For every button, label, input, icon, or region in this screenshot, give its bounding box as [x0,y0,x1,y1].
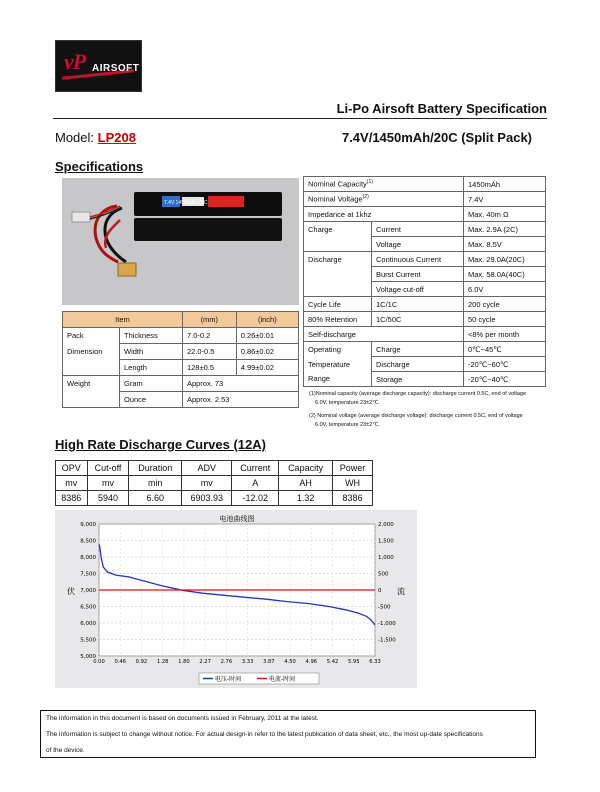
y-right-tick: 500 [378,571,389,578]
col-header: Capacity [279,461,333,476]
table-units-row [56,476,373,491]
col-header: ADV [182,461,232,476]
table-row [304,297,546,312]
value-cell: 8386 [56,491,88,506]
impedance-label: Impedance at 1khz [304,207,464,222]
row-inch: 0.26±0.01 [236,328,298,344]
operating-charge-value: 0℃~45℃ [464,342,546,357]
operating-storage-value: -20℃~40℃ [464,372,546,387]
header-mm: (mm) [182,312,236,328]
row-value: Approx. 73 [182,376,298,392]
voltage-cutoff-value: 6.0V [464,282,546,297]
x-tick: 1.80 [178,659,190,665]
operating-storage-label: Storage [372,372,464,387]
table-row [304,342,546,357]
table-row [304,267,546,282]
operating-label-1: Operating [304,342,372,357]
x-tick: 2.76 [220,659,233,665]
unit-cell: mv [182,476,232,491]
cycle-value-2: 50 cycle [464,312,546,327]
table-row [63,328,299,344]
charge-label: Charge [304,222,372,237]
y-right-tick: 1,000 [378,555,394,561]
table-row [63,344,299,360]
table-row [56,491,373,506]
row-label: Ounce [120,392,183,408]
x-tick: 0.92 [135,659,148,665]
chart-title: 电池曲线图 [219,515,255,523]
y-right-tick: -1,000 [378,621,396,627]
y-right-tick: 0 [378,588,382,594]
charge-current-value: Max. 2.9A (2C) [464,222,546,237]
discharge-curves-heading: High Rate Discharge Curves (12A) [55,437,266,452]
charge-current-label: Current [372,222,464,237]
value-cell: 1.32 [279,491,333,506]
table-row [63,360,299,376]
cycle-rate-2: 1C/50C [372,312,464,327]
self-discharge-value: <8% per month [464,327,546,342]
operating-label-3: Range [304,372,372,387]
table-row [304,237,546,252]
row-inch: 0.86±0.02 [236,344,298,360]
header-inch: (inch) [236,312,298,328]
model-description: 7.4V/1450mAh/20C (Split Pack) [341,130,532,145]
operating-charge-label: Charge [372,342,464,357]
row-label: Length [120,360,183,376]
row-mm: 7.0-0.2 [182,328,236,344]
table-row [63,392,299,408]
group-label: Pack [63,328,120,344]
x-tick: 6.33 [369,659,381,665]
x-tick: 2.27 [199,659,211,665]
footnote-2: (2) Nominal voltage (average discharge voltage): discharge current 0.5C, end of voltage 6.0V, temperature 23±2℃. [309,413,523,428]
group-label: Dimension [63,344,120,360]
row-mm: 22.0-0.5 [182,344,236,360]
document-title: Li-Po Airsoft Battery Specification [336,101,547,116]
unit-cell: A [232,476,279,491]
continuous-current-label: Continuous Current [372,252,464,267]
y-left-tick: 7,000 [80,588,96,594]
col-header: Duration [129,461,182,476]
legend-label-voltage: 电压-时间 [215,676,242,683]
logo-mark: vP [64,49,86,74]
group-label: Weight [63,376,120,392]
model-label: Model: [55,130,98,145]
x-tick: 1.28 [156,659,169,665]
x-tick: 4.96 [305,659,318,665]
footer-line: The information is subject to change without notice. For actual design-in refer to the latest publication of data sheet, etc., the most up-date specifications [46,731,483,738]
table-row [304,282,546,297]
footer-line: of the device. [46,747,85,754]
burst-current-label: Burst Current [372,267,464,282]
cycle-rate-1: 1C/1C [372,297,464,312]
table-row [304,327,546,342]
chart-legend [199,673,319,684]
table-row [304,222,546,237]
battery-photo [62,178,299,305]
x-tick: 0.00 [93,659,105,665]
footnote-1: (1)Nominal capacity (average discharge capacity): discharge current 0.5C, end of voltage 6.0V, temperature 23±2℃. [309,391,527,406]
voltage-cutoff-label: Voltage cut-off [372,282,464,297]
value-cell: 6903.93 [182,491,232,506]
legend-label-current: 电流-时间 [269,676,296,683]
col-header: OPV [56,461,88,476]
table-row [304,177,546,192]
row-label: Gram [120,376,183,392]
operating-label-2: Temperature [304,357,372,372]
y-left-tick: 8,500 [80,538,96,545]
operating-discharge-value: -20℃~60℃ [464,357,546,372]
unit-cell: min [129,476,182,491]
table-row [304,312,546,327]
model-line [55,130,136,145]
col-header: Current [232,461,279,476]
col-header: Cut-off [87,461,129,476]
unit-cell: WH [333,476,373,491]
row-label: Width [120,344,183,360]
row-value: Approx. 2.53 [182,392,298,408]
value-cell: -12.02 [232,491,279,506]
row-label: Thickness [120,328,183,344]
vp-airsoft-logo [55,40,142,92]
y-left-tick: 7,500 [80,571,96,578]
table-row [63,376,299,392]
y-right-tick: -500 [378,604,391,611]
impedance-value: Max. 40m Ω [464,207,546,222]
header-item: Item [63,312,183,328]
charge-voltage-value: Max. 8.5V [464,237,546,252]
y-left-tick: 9,000 [80,522,96,528]
nominal-capacity-value: 1450mAh [464,177,546,192]
discharge-table [55,460,373,506]
title-divider [53,118,547,119]
x-tick: 5.95 [347,659,360,665]
y-right-tick: -1,500 [378,637,396,644]
operating-discharge-label: Discharge [372,357,464,372]
table-row [304,252,546,267]
footer-notice [40,710,536,758]
y-right-tick: 2,000 [378,522,394,528]
y-right-tick: 1,500 [378,538,394,545]
table-header-row [56,461,373,476]
continuous-current-value: Max. 29.0A(20C) [464,252,546,267]
table-row [304,357,546,372]
x-tick: 3.33 [241,659,254,665]
specifications-heading: Specifications [55,159,144,174]
dimension-table [62,311,299,408]
discharge-chart [55,510,417,688]
y-left-tick: 5,500 [80,637,96,644]
burst-current-value: Max. 58.0A(40C) [464,267,546,282]
nominal-capacity-label: Nominal Capacity$^{(1)}$ [304,177,464,192]
nominal-voltage-label: Nominal Voltage$^{(2)}$ [304,192,464,207]
cycle-value-1: 200 cycle [464,297,546,312]
y-left-label: 伏 [67,587,75,596]
charge-voltage-label: Voltage [372,237,464,252]
unit-cell: mv [56,476,88,491]
y-right-label: 流 [397,587,405,596]
spec-table [303,176,546,387]
table-row [304,192,546,207]
self-discharge-label: Self-discharge [304,327,464,342]
col-header: Power [333,461,373,476]
logo-text: AIRSOFT [92,63,140,74]
x-tick: 0.46 [114,659,127,665]
x-tick: 4.50 [284,659,296,665]
cycle-life-label: Cycle Life [304,297,372,312]
y-left-tick: 8,000 [80,555,96,561]
table-row [304,207,546,222]
value-cell: 5940 [87,491,129,506]
value-cell: 8386 [333,491,373,506]
value-cell: 6.60 [129,491,182,506]
y-left-tick: 6,500 [80,604,96,611]
photo-label-text: 7.4V 1450mAh 20C [164,200,208,206]
y-left-tick: 5,000 [80,654,96,660]
y-left-tick: 6,000 [80,621,96,627]
x-tick: 3.87 [263,659,275,665]
row-mm: 128±0.5 [182,360,236,376]
nominal-voltage-value: 7.4V [464,192,546,207]
footer-line: The information in this document is based on documents issued in February, 2011 at the latest. [46,715,319,722]
unit-cell: AH [279,476,333,491]
table-row [304,372,546,387]
model-code: LP208 [97,130,136,145]
unit-cell: mv [87,476,129,491]
discharge-label: Discharge [304,252,372,267]
row-inch: 4.99±0.02 [236,360,298,376]
x-tick: 5.42 [326,659,339,665]
retention-label: 80% Retention [304,312,372,327]
